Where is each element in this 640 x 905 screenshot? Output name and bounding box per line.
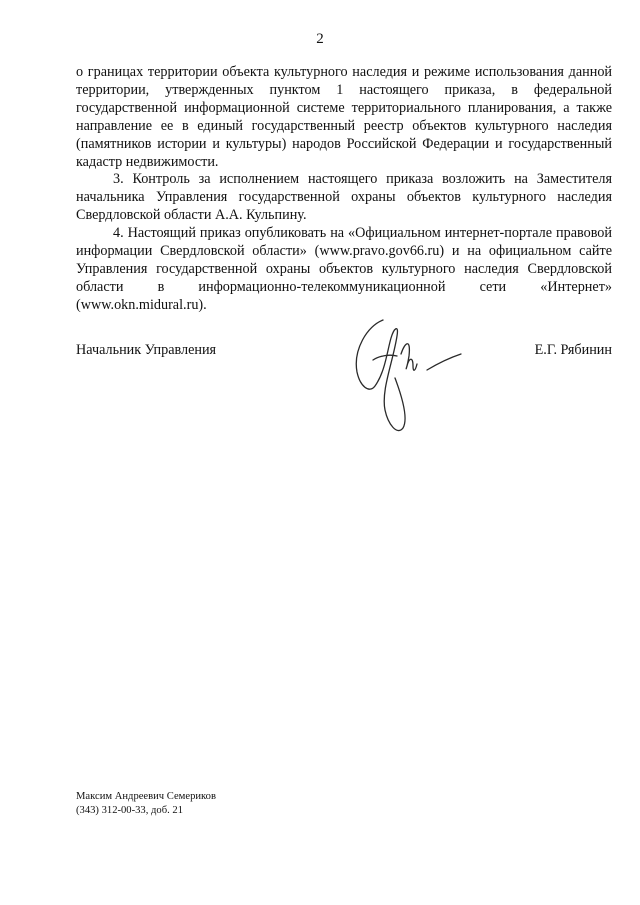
- executor-phone: (343) 312-00-33, доб. 21: [76, 804, 183, 816]
- handwritten-signature: [345, 312, 475, 442]
- signature-block: [76, 342, 612, 362]
- document-body: [76, 64, 612, 315]
- paragraph-item-3: 3. Контроль за исполнением настоящего приказа возложить на Заместителя начальника Управления государственной охраны объектов культурного наследия Свердловской области А.А. Кульпину.: [76, 171, 612, 224]
- signatory-title: Начальник Управления: [76, 342, 217, 358]
- paragraph-item-4: 4. Настоящий приказ опубликовать на «Официальном интернет-портале правовой информации Свердловской области» (www.pravo.gov66.ru) и на официальном сайте Управления государственной охраны объектов культурного наследия Свердловской области в информационно-телекоммуникационной сети «Интернет» (www.okn.midural.ru).: [76, 225, 612, 313]
- paragraph-continuation: о границах территории объекта культурного наследия и режиме использования данной территории, утвержденных пунктом 1 настоящего приказа, в федеральной государственной информационной системе территориального планирования, а также направление ее в единый государственный реестр объектов культурного наследия (памятников истории и культуры) народов Российской Федерации и государственный кадастр недвижимости.: [76, 64, 612, 170]
- signatory-name: Е.Г. Рябинин: [534, 342, 612, 358]
- executor-name: Максим Андреевич Семериков: [76, 791, 216, 802]
- executor-info: [76, 790, 216, 817]
- page-number: 2: [316, 31, 324, 47]
